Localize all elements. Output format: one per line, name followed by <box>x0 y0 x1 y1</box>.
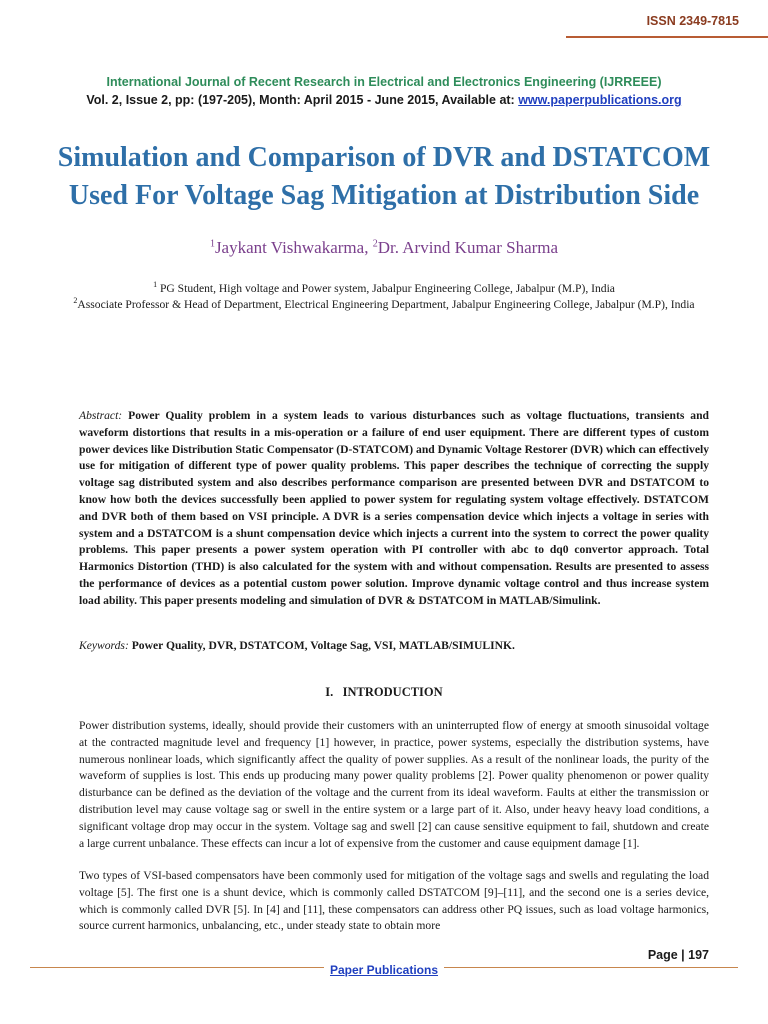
affiliation-1-mark: 1 <box>153 280 158 289</box>
volume-text: Vol. 2, Issue 2, pp: (197-205), Month: April 2015 - June 2015, Available at: <box>86 93 519 107</box>
publisher-footer <box>0 963 768 977</box>
section-heading: I. INTRODUCTION <box>325 685 443 699</box>
intro-paragraph-1: Power distribution systems, ideally, should provide their customers with an uninterrupted flow of energy at smooth sinusoidal voltage at the contracted magnitude level and frequency [1] however, in practice, power systems, especially the distribution systems, have numerous nonlinear loads, which significantly affect the quality of power supplies. As a result of the nonlinear loads, the purity of the waveform of supplies is lost. This ends up producing many power quality problems [2]. Power quality phenomenon or power quality disturbance can be defined as the deviation of the voltage and the current from its ideal waveform. Faults at either the transmission or distribution level may cause voltage sag or swell in the entire system or a large part of it. Also, under heavy heavy load conditions, a significant voltage drop may occur in the system. Voltage sag and swell [2] can cause sensitive equipment to fail, shutdown and create a large current unbalance. These effects can incur a lot of expensive from the customer and cause equipment damage [1]. <box>79 719 709 850</box>
affiliation-2-mark: 2 <box>73 296 78 305</box>
abstract-text: Power Quality problem in a system leads to various disturbances such as voltage fluctuations, transients and waveform distortions that results in a mis-operation or a failure of end user equipment. There are different types of custom power devices like Distribution Static Compensator (D-STATCOM) and Dynamic Voltage Restorer (DVR) which can effectively use for mitigation of different type of power quality problems. This paper describes the technique of correcting the supply voltage sag distributed system and also describes performance comparison are presented between DVR and DSTATCOM to know how both the devices successfully been applied to power system for regulating system voltage effectively. DSTATCOM and DVR both of them based on VSI principle. A DVR is a series compensation device which injects a voltage in series with system and a DSTATCOM is a shunt compensation device which injects a current into the system to correct the power quality problems. This paper presents a power system operation with PI controller with abc to dq0 convertor approach. Total Harmonics Distortion (THD) is also calculated for the system with and without compensation. Results are presented to assess the performance of devices as a potential custom power solution. Improve dynamic voltage control and thus increase system load ability. This paper presents modeling and simulation of DVR & DSTATCOM in MATLAB/Simulink. <box>79 409 709 607</box>
author-1-mark: 1 <box>209 238 215 250</box>
abstract <box>79 408 709 610</box>
affiliation-1-text: PG Student, High voltage and Power system, Jabalpur Engineering College, Jabalpur (M.P), India <box>157 281 615 295</box>
page-number: Page | 197 <box>647 948 709 962</box>
paper-title: Simulation and Comparison of DVR and DSTATCOM Used For Voltage Sag Mitigation at Distribution Side <box>57 142 711 211</box>
author-1-name: Jaykant Vishwakarma, <box>214 238 373 257</box>
abstract-lead: Abstract: <box>79 409 123 422</box>
publisher-link[interactable]: Paper Publications <box>324 963 444 977</box>
author-2-name: Dr. Arvind Kumar Sharma <box>377 238 559 257</box>
journal-name: International Journal of Recent Research in Electrical and Electronics Engineering (IJRREEE) <box>106 75 662 89</box>
volume-info <box>0 93 768 107</box>
intro-paragraph-2: Two types of VSI-based compensators have been commonly used for mitigation of the voltage sags and swells and regulating the load voltage [5]. The first one is a shunt device, which is commonly called DSTATCOM [9]–[11], and the second one is a series device, which is commonly called DVR [5]. In [4] and [11], these compensators can address other PQ issues, such as load voltage harmonics, source current harmonics, unbalancing, etc., under steady state to obtain more <box>79 869 709 933</box>
keywords <box>79 638 709 655</box>
affiliation-2 <box>60 293 708 313</box>
issn-label: ISSN 2349-7815 <box>646 14 739 28</box>
author-line <box>0 238 768 258</box>
header-rule <box>566 36 768 38</box>
keywords-text: Power Quality, DVR, DSTATCOM, Voltage Sag, VSI, MATLAB/SIMULINK. <box>128 639 515 652</box>
journal-url-link[interactable]: www.paperpublications.org <box>518 93 682 107</box>
keywords-lead: Keywords: <box>79 639 129 652</box>
affiliation-2-text: Associate Professor & Head of Department, Electrical Engineering Department, Jabalpur Engineering College, Jabalpur (M.P), India <box>77 297 695 311</box>
author-2-mark: 2 <box>372 238 378 250</box>
